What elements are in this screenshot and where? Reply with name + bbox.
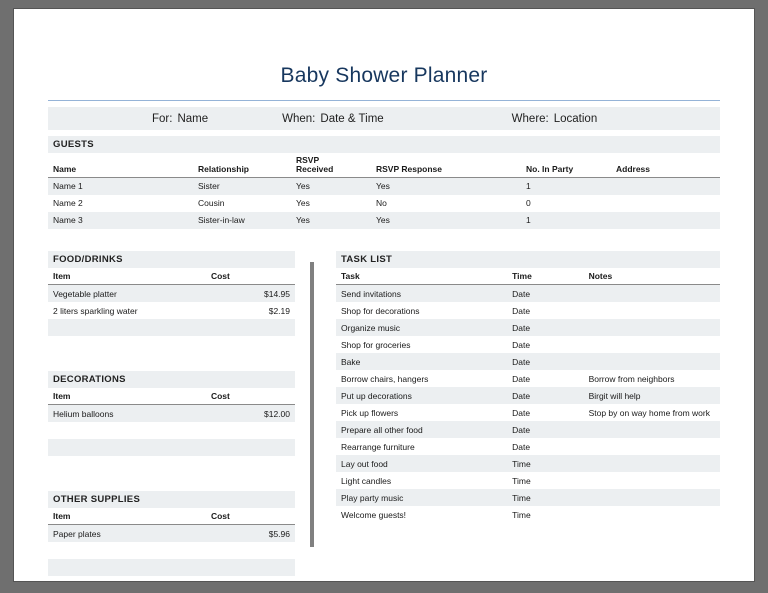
spacer	[48, 353, 295, 371]
food-item	[48, 336, 206, 353]
decorations-header-row	[48, 388, 295, 405]
guest-address	[611, 195, 720, 212]
task-notes: Birgit will help	[584, 387, 720, 404]
guest-rsvp-response: Yes	[371, 177, 521, 195]
decoration-item: Helium balloons	[48, 405, 206, 423]
guest-relationship: Cousin	[193, 195, 291, 212]
task-name: Bake	[336, 353, 507, 370]
food-drinks-section-title: FOOD/DRINKS	[48, 251, 295, 268]
table-row	[336, 404, 720, 421]
task-time: Date	[507, 285, 583, 303]
task-notes	[584, 438, 720, 455]
task-name: Organize music	[336, 319, 507, 336]
guests-col-rsvp-received	[291, 153, 371, 177]
task-time: Date	[507, 421, 583, 438]
guest-name: Name 3	[48, 212, 193, 229]
task-time: Date	[507, 336, 583, 353]
guest-name: Name 2	[48, 195, 193, 212]
table-row	[48, 525, 295, 543]
spacer	[48, 473, 295, 491]
task-time: Time	[507, 472, 583, 489]
decorations-col-cost: Cost	[206, 388, 295, 405]
where-label: Where:	[511, 112, 549, 125]
supply-item	[48, 559, 206, 576]
task-time: Date	[507, 302, 583, 319]
task-header-row	[336, 268, 720, 285]
task-notes	[584, 353, 720, 370]
table-row	[336, 421, 720, 438]
other-supplies-section	[48, 491, 295, 576]
table-row	[48, 212, 720, 229]
food-col-item: Item	[48, 268, 206, 285]
supplies-col-cost: Cost	[206, 508, 295, 525]
for-value: Name	[177, 112, 209, 125]
guest-address	[611, 177, 720, 195]
task-name: Shop for decorations	[336, 302, 507, 319]
task-time: Time	[507, 506, 583, 523]
guests-col-rsvp-response: RSVP Response	[371, 153, 521, 177]
right-column	[336, 251, 720, 523]
task-time: Date	[507, 438, 583, 455]
table-row	[48, 285, 295, 303]
table-row	[336, 370, 720, 387]
rsvp-col-line1: RSVP	[296, 155, 320, 165]
task-col-task: Task	[336, 268, 507, 285]
guests-section-title: GUESTS	[48, 136, 720, 153]
left-column	[48, 251, 295, 576]
table-row	[336, 506, 720, 523]
for-label: For:	[152, 112, 173, 125]
task-name: Put up decorations	[336, 387, 507, 404]
food-cost	[206, 319, 295, 336]
task-notes: Stop by on way home from work	[584, 404, 720, 421]
decorations-section-title: DECORATIONS	[48, 371, 295, 388]
guest-rsvp-response: Yes	[371, 212, 521, 229]
table-row	[336, 455, 720, 472]
table-row	[48, 422, 295, 439]
task-time: Date	[507, 353, 583, 370]
guests-col-name: Name	[48, 153, 193, 177]
table-row	[48, 319, 295, 336]
task-name: Light candles	[336, 472, 507, 489]
food-cost	[206, 336, 295, 353]
task-name: Send invitations	[336, 285, 507, 303]
table-row	[336, 353, 720, 370]
food-item	[48, 319, 206, 336]
table-row	[336, 472, 720, 489]
guest-name: Name 1	[48, 177, 193, 195]
page-title: Baby Shower Planner	[280, 64, 488, 87]
guest-rsvp-received: Yes	[291, 195, 371, 212]
table-row	[48, 559, 295, 576]
task-name: Rearrange furniture	[336, 438, 507, 455]
task-time: Time	[507, 455, 583, 472]
decoration-cost	[206, 439, 295, 456]
food-item: Vegetable platter	[48, 285, 206, 303]
table-row	[48, 542, 295, 559]
task-name: Play party music	[336, 489, 507, 506]
task-list-table	[336, 268, 720, 523]
task-notes	[584, 506, 720, 523]
table-row	[48, 336, 295, 353]
guests-table	[48, 153, 720, 229]
other-supplies-table	[48, 508, 295, 576]
supply-cost	[206, 559, 295, 576]
task-notes	[584, 421, 720, 438]
guests-col-party: No. In Party	[521, 153, 611, 177]
table-row	[336, 302, 720, 319]
decorations-col-item: Item	[48, 388, 206, 405]
table-row	[48, 195, 720, 212]
task-list-section-title: TASK LIST	[336, 251, 720, 268]
task-time: Date	[507, 370, 583, 387]
guest-rsvp-response: No	[371, 195, 521, 212]
decoration-cost: $12.00	[206, 405, 295, 423]
guest-party: 1	[521, 212, 611, 229]
table-row	[336, 285, 720, 303]
table-row	[48, 177, 720, 195]
table-row	[336, 319, 720, 336]
task-col-notes: Notes	[584, 268, 720, 285]
when-value: Date & Time	[320, 112, 384, 125]
task-time: Date	[507, 404, 583, 421]
decoration-item	[48, 456, 206, 473]
task-notes	[584, 319, 720, 336]
when-label: When:	[282, 112, 316, 125]
decorations-section	[48, 371, 295, 473]
guest-rsvp-received: Yes	[291, 212, 371, 229]
food-drinks-section	[48, 251, 295, 353]
task-notes	[584, 336, 720, 353]
column-divider	[310, 262, 314, 547]
table-row	[336, 336, 720, 353]
table-row	[48, 439, 295, 456]
task-notes	[584, 472, 720, 489]
food-cost: $14.95	[206, 285, 295, 303]
guest-party: 0	[521, 195, 611, 212]
decoration-cost	[206, 456, 295, 473]
decoration-cost	[206, 422, 295, 439]
food-cost: $2.19	[206, 302, 295, 319]
supply-cost: $5.96	[206, 525, 295, 543]
guests-col-relationship: Relationship	[193, 153, 291, 177]
task-notes	[584, 455, 720, 472]
event-when	[282, 113, 384, 125]
rsvp-col-line2: Received	[296, 163, 334, 174]
decoration-item	[48, 439, 206, 456]
table-row	[48, 405, 295, 423]
task-time: Time	[507, 489, 583, 506]
supply-item: Paper plates	[48, 525, 206, 543]
guest-rsvp-received: Yes	[291, 177, 371, 195]
task-name: Prepare all other food	[336, 421, 507, 438]
table-row	[48, 302, 295, 319]
supplies-col-item: Item	[48, 508, 206, 525]
task-col-time: Time	[507, 268, 583, 285]
other-supplies-section-title: OTHER SUPPLIES	[48, 491, 295, 508]
food-drinks-table	[48, 268, 295, 353]
guests-col-address: Address	[611, 153, 720, 177]
table-row	[336, 489, 720, 506]
food-drinks-header-row	[48, 268, 295, 285]
task-time: Date	[507, 387, 583, 404]
task-name: Lay out food	[336, 455, 507, 472]
guest-party: 1	[521, 177, 611, 195]
supply-cost	[206, 542, 295, 559]
task-notes	[584, 285, 720, 303]
task-name: Shop for groceries	[336, 336, 507, 353]
supply-item	[48, 542, 206, 559]
table-row	[336, 438, 720, 455]
task-name: Borrow chairs, hangers	[336, 370, 507, 387]
decorations-table	[48, 388, 295, 473]
task-time: Date	[507, 319, 583, 336]
document-page	[14, 9, 754, 581]
other-supplies-header-row	[48, 508, 295, 525]
guest-relationship: Sister-in-law	[193, 212, 291, 229]
table-row	[48, 456, 295, 473]
event-for	[152, 113, 208, 125]
event-where	[512, 113, 598, 125]
where-value: Location	[553, 112, 598, 125]
table-row	[336, 387, 720, 404]
guests-section	[48, 136, 720, 229]
food-item: 2 liters sparkling water	[48, 302, 206, 319]
task-notes: Borrow from neighbors	[584, 370, 720, 387]
guests-header-row	[48, 153, 720, 177]
task-notes	[584, 302, 720, 319]
event-header-bar	[48, 107, 720, 130]
task-name: Welcome guests!	[336, 506, 507, 523]
document-body	[14, 9, 754, 581]
task-notes	[584, 489, 720, 506]
food-col-cost: Cost	[206, 268, 295, 285]
title-divider	[48, 100, 720, 101]
guest-address	[611, 212, 720, 229]
decoration-item	[48, 422, 206, 439]
task-name: Pick up flowers	[336, 404, 507, 421]
guest-relationship: Sister	[193, 177, 291, 195]
